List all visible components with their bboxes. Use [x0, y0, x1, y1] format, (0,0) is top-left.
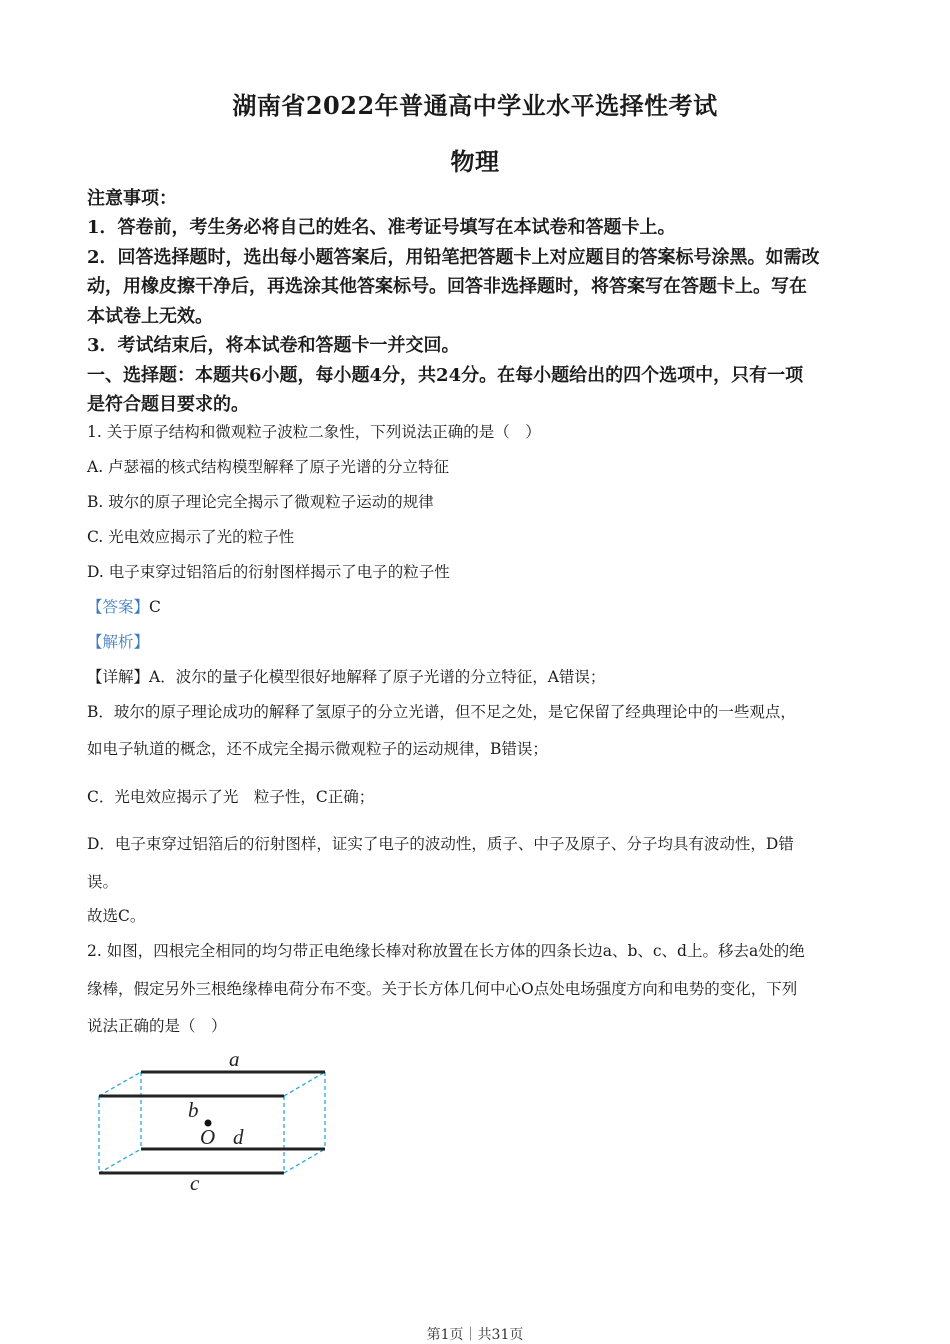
notice-item-2-line-1: 2．回答选择题时，选出每小题答案后，用铅笔把答题卡上对应题目的答案标号涂黑。如需改 [87, 247, 820, 268]
detail-tag: 【详解】 [87, 668, 150, 686]
page-footer: 第1页｜共31页 [426, 1327, 524, 1343]
q2-stem-line-2: 缘棒，假定另外三根绝缘棒电荷分布不变。关于长方体几何中心O点处电场强度方向和电势的变化，下列 [87, 980, 798, 998]
q2-stem-line-3: 说法正确的是（ ） [87, 1017, 227, 1035]
label-b: b [188, 1098, 199, 1122]
analysis-tag: 【解析】 [87, 633, 150, 651]
exam-title: 湖南省2022年普通高中学业水平选择性考试 [232, 91, 718, 120]
q1-detail-d-line-1: D．电子束穿过铝箔后的衍射图样，证实了电子的波动性，质子、中子及原子、分子均具有波动性，D错 [87, 835, 794, 853]
q1-option-c: C. 光电效应揭示了光的粒子性 [87, 528, 295, 546]
q1-option-b: B. 玻尔的原子理论完全揭示了微观粒子运动的规律 [87, 493, 434, 511]
notice-item-3: 3．考试结束后，将本试卷和答题卡一并交回。 [87, 335, 460, 356]
label-c: c [190, 1171, 200, 1195]
q1-conclusion: 故选C。 [87, 907, 146, 925]
notice-item-2-line-3: 本试卷上无效。 [87, 306, 213, 327]
subject-title: 物理 [450, 147, 500, 176]
answer-tag: 【答案】 [87, 598, 150, 616]
cuboid-rods-figure [95, 1050, 335, 1195]
q1-stem: 1. 关于原子结构和微观粒子波粒二象性，下列说法正确的是（ ） [87, 423, 541, 441]
cuboid-dashed-edges [99, 1072, 325, 1173]
label-d: d [233, 1125, 244, 1149]
q1-detail-c: C．光电效应揭示了光 粒子性，C正确； [87, 788, 375, 806]
q1-detail-b-line-1: B．玻尔的原子理论成功的解释了氢原子的分立光谱，但不足之处，是它保留了经典理论中的一些观点， [87, 703, 796, 721]
label-o: O [200, 1125, 216, 1149]
detail-a: A．波尔的量子化模型很好地解释了原子光谱的分立特征，A错误； [149, 668, 606, 686]
notice-item-2-line-2: 动，用橡皮擦干净后，再选涂其他答案标号。回答非选择题时，将答案写在答题卡上。写在 [87, 276, 807, 297]
notice-item-1: 1．答卷前，考生务必将自己的姓名、准考证号填写在本试卷和答题卡上。 [87, 217, 676, 238]
label-a: a [229, 1050, 240, 1071]
q1-option-d: D. 电子束穿过铝箔后的衍射图样揭示了电子的粒子性 [87, 563, 450, 581]
q2-stem-line-1: 2. 如图，四根完全相同的均匀带正电绝缘长棒对称放置在长方体的四条长边a、b、c、d上。移去a处的绝 [87, 942, 805, 960]
charged-rods [99, 1072, 325, 1173]
q1-detail-d-line-2: 误。 [87, 873, 119, 891]
q1-detail-a-line [87, 667, 867, 687]
q1-option-a: A. 卢瑟福的核式结构模型解释了原子光谱的分立特征 [87, 458, 450, 476]
answer-value: C [149, 598, 161, 616]
section-heading-line-1: 一、选择题：本题共6小题，每小题4分，共24分。在每小题给出的四个选项中，只有一项 [87, 365, 804, 386]
notice-heading: 注意事项： [87, 188, 177, 209]
section-heading-line-2: 是符合题目要求的。 [87, 394, 249, 415]
q1-answer-line [87, 597, 867, 617]
q1-detail-b-line-2: 如电子轨道的概念，还不成完全揭示微观粒子的运动规律，B错误； [87, 740, 548, 758]
